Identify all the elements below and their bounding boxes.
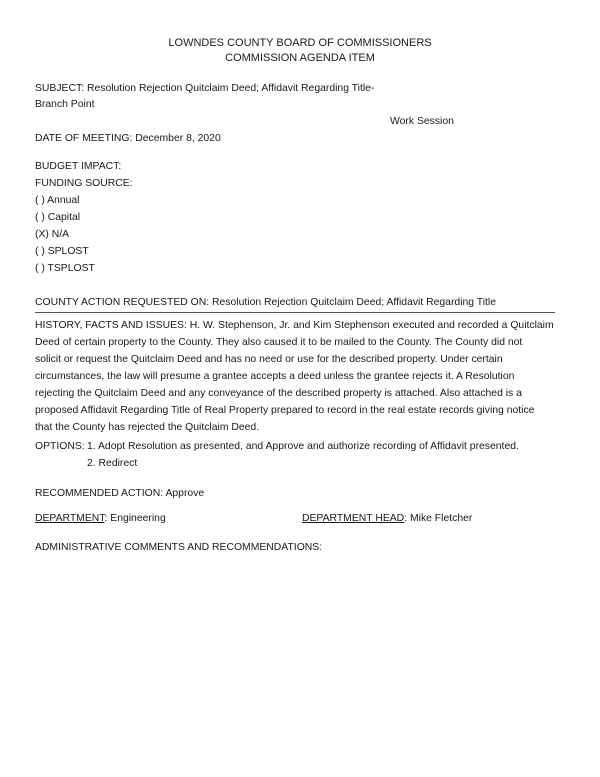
administrative-comments: ADMINISTRATIVE COMMENTS AND RECOMMENDATIONS: [35, 542, 323, 553]
department-head [302, 512, 472, 525]
county-action-requested: COUNTY ACTION REQUESTED ON: Resolution Rejection Quitclaim Deed; Affidavit Regarding Title [35, 297, 497, 308]
department-value: : Engineering [104, 513, 166, 524]
department-label: DEPARTMENT [35, 513, 105, 524]
history-line: proposed Affidavit Regarding Title of Real Property prepared to record in the real estate records giving notice [35, 405, 535, 416]
option-2: 2. Redirect [87, 458, 138, 469]
session-type: Work Session [390, 116, 454, 127]
history-line: solicit or request the Quitclaim Deed and has no need or use for the described property. Under certain [35, 354, 503, 365]
divider [35, 312, 555, 313]
date-of-meeting: DATE OF MEETING: December 8, 2020 [35, 133, 221, 144]
history-line: circumstances, the law will presume a grantee accepts a deed unless the grantee rejects it. A Resolution [35, 371, 515, 382]
department-head-label: DEPARTMENT HEAD [302, 513, 405, 524]
options-label: OPTIONS: [35, 441, 85, 452]
option-1: 1. Adopt Resolution as presented, and Approve and authorize recording of Affidavit presented. [87, 441, 519, 452]
funding-option-splost: ( ) SPLOST [35, 246, 89, 257]
history-line: Deed of certain property to the County. They also caused it to be mailed to the County. The County did not [35, 337, 523, 348]
history-line: rejecting the Quitclaim Deed and any conveyance of the described property is attached. Also attached is a [35, 388, 522, 399]
funding-option-tsplost: ( ) TSPLOST [35, 263, 95, 274]
funding-option-capital: ( ) Capital [35, 212, 81, 223]
funding-option-na: (X) N/A [35, 229, 70, 240]
department [35, 512, 166, 525]
subject-line-2: Branch Point [35, 99, 95, 110]
budget-impact: BUDGET IMPACT: [35, 161, 122, 172]
recommended-action: RECOMMENDED ACTION: Approve [35, 488, 205, 499]
board-title: LOWNDES COUNTY BOARD OF COMMISSIONERS [168, 37, 432, 49]
subject-line-1: SUBJECT: Resolution Rejection Quitclaim Deed; Affidavit Regarding Title- [35, 83, 375, 94]
funding-source: FUNDING SOURCE: [35, 178, 133, 189]
agenda-item-title: COMMISSION AGENDA ITEM [225, 52, 375, 64]
history-line: HISTORY, FACTS AND ISSUES: H. W. Stephenson, Jr. and Kim Stephenson executed and recorded a Quitclaim [35, 320, 554, 331]
department-head-value: : Mike Fletcher [404, 513, 473, 524]
history-line: that the County has rejected the Quitclaim Deed. [35, 422, 260, 433]
funding-option-annual: ( ) Annual [35, 195, 80, 206]
